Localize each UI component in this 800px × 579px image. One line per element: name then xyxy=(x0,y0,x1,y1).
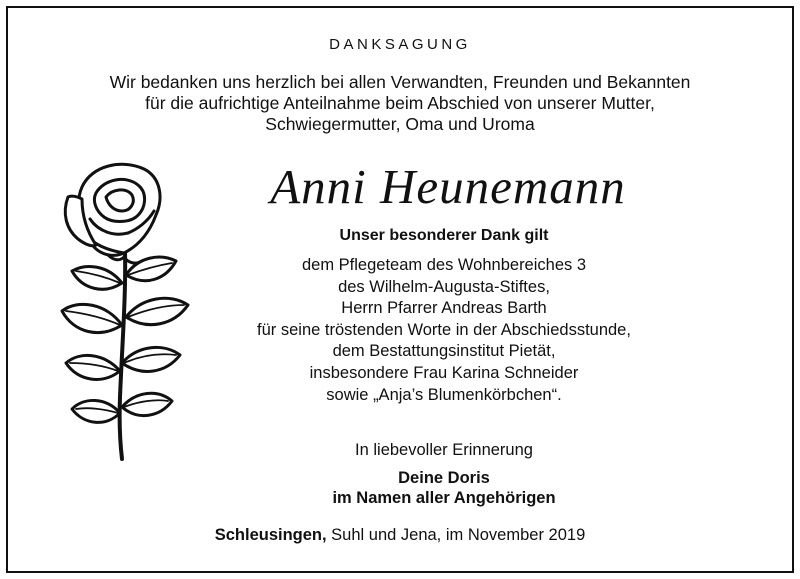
thanks-line: für seine tröstenden Worte in der Abschiedsstunde, xyxy=(257,320,631,339)
place-name: Schleusingen, xyxy=(214,526,327,544)
intro-line: Wir bedanken uns herzlich bei allen Verwandten, Freunden und Bekannten xyxy=(109,72,691,92)
signature xyxy=(44,468,800,508)
thanks-line: sowie „Anja’s Blumenkörbchen“. xyxy=(326,385,562,404)
memory-line: In liebevoller Erinnerung xyxy=(355,441,533,459)
intro-line: Schwiegermutter, Oma und Uroma xyxy=(265,114,535,134)
thanks-line: dem Pflegeteam des Wohnbereiches 3 xyxy=(301,256,587,274)
thanks-line: insbesondere Frau Karina Schneider xyxy=(309,363,579,382)
place-date xyxy=(0,526,800,545)
thanks-line: dem Bestattungsinstitut Pietät, xyxy=(332,342,556,361)
deceased-name: Anni Heunemann xyxy=(270,159,626,214)
thanks-line: des Wilhelm-Augusta-Stiftes, xyxy=(338,277,550,296)
intro-line: für die aufrichtige Anteilnahme beim Abschied von unserer Mutter, xyxy=(145,93,655,113)
thanks-heading: Unser besonderer Dank gilt xyxy=(339,227,549,244)
thanks-list xyxy=(44,255,800,406)
place-date-rest: Suhl und Jena, im November 2019 xyxy=(326,526,586,544)
signature-line: Deine Doris xyxy=(398,469,490,487)
notice-heading: DANKSAGUNG xyxy=(329,36,471,53)
thanks-line: Herrn Pfarrer Andreas Barth xyxy=(341,299,547,318)
intro-text xyxy=(0,72,800,135)
signature-line: im Namen aller Angehörigen xyxy=(332,489,556,507)
